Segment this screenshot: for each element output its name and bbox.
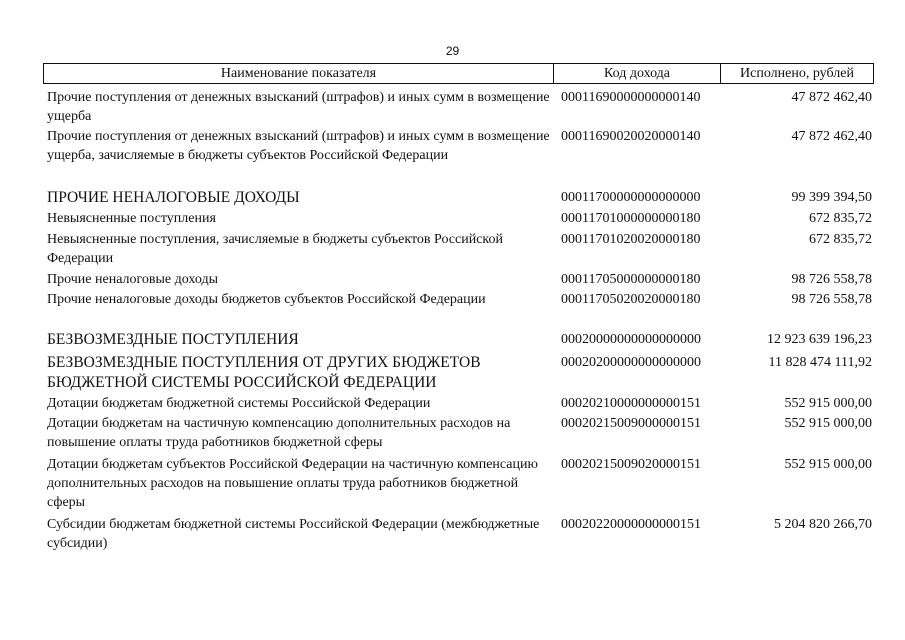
- row-name: Невыясненные поступления: [47, 211, 216, 226]
- row-code: 00020215009000000151: [561, 416, 701, 431]
- row-code: 00011690000000000140: [561, 90, 701, 105]
- row-code: 00011701020020000180: [561, 232, 701, 247]
- row-name: ПРОЧИЕ НЕНАЛОГОВЫЕ ДОХОДЫ: [47, 189, 300, 206]
- row-code: 00011705000000000180: [561, 272, 701, 287]
- row-amount: 552 915 000,00: [784, 457, 872, 472]
- row-amount: 47 872 462,40: [791, 90, 872, 105]
- row-name: Субсидии бюджетам бюджетной системы Российской Федерации (межбюджетные субсидии): [47, 517, 540, 551]
- row-amount: 11 828 474 111,92: [768, 355, 872, 370]
- row-name: Дотации бюджетам на частичную компенсацию дополнительных расходов на повышение оплаты труда работников бюджетной сферы: [47, 416, 511, 450]
- row-code: 00020000000000000000: [561, 332, 701, 347]
- row-code: 00020215009020000151: [561, 457, 701, 472]
- row-code: 00020200000000000000: [561, 355, 701, 370]
- row-name: Дотации бюджетам бюджетной системы Российской Федерации: [47, 396, 431, 411]
- page-number: 29: [445, 44, 460, 58]
- row-name: Прочие неналоговые доходы: [47, 272, 219, 287]
- row-amount: 98 726 558,78: [791, 292, 872, 307]
- row-amount: 552 915 000,00: [784, 416, 872, 431]
- row-name: БЕЗВОЗМЕЗДНЫЕ ПОСТУПЛЕНИЯ ОТ ДРУГИХ БЮДЖЕТОВ БЮДЖЕТНОЙ СИСТЕМЫ РОССИЙСКОЙ ФЕДЕРАЦИИ: [47, 354, 481, 391]
- row-name: Прочие неналоговые доходы бюджетов субъектов Российской Федерации: [47, 292, 486, 307]
- row-code: 00011705020020000180: [561, 292, 701, 307]
- row-name: Прочие поступления от денежных взысканий (штрафов) и иных сумм в возмещение ущерба, зачисляемые в бюджеты субъектов Российской Федерации: [47, 129, 550, 163]
- column-header-name: Наименование показателя: [44, 64, 554, 83]
- row-amount: 99 399 394,50: [791, 190, 872, 205]
- row-code: 00011690020020000140: [561, 129, 701, 144]
- column-header-code: Код дохода: [554, 64, 721, 83]
- row-name: БЕЗВОЗМЕЗДНЫЕ ПОСТУПЛЕНИЯ: [47, 331, 299, 348]
- row-amount: 98 726 558,78: [791, 272, 872, 287]
- row-name: Дотации бюджетам субъектов Российской Федерации на частичную компенсацию дополнительных расходов на повышение оплаты труда работников бюджетной сферы: [47, 457, 538, 510]
- row-name: Прочие поступления от денежных взысканий (штрафов) и иных сумм в возмещение ущерба: [47, 90, 550, 124]
- table-header: [43, 63, 874, 84]
- column-header-amount: Исполнено, рублей: [740, 65, 854, 81]
- row-amount: 47 872 462,40: [791, 129, 872, 144]
- row-code: 00011700000000000000: [561, 190, 701, 205]
- row-amount: 12 923 639 196,23: [767, 332, 872, 347]
- row-amount: 672 835,72: [809, 211, 872, 226]
- row-code: 00020210000000000151: [561, 396, 701, 411]
- row-amount: 672 835,72: [809, 232, 872, 247]
- row-code: 00011701000000000180: [561, 211, 701, 226]
- row-name: Невыясненные поступления, зачисляемые в бюджеты субъектов Российской Федерации: [47, 232, 504, 266]
- row-amount: 552 915 000,00: [784, 396, 872, 411]
- row-amount: 5 204 820 266,70: [774, 517, 872, 532]
- row-code: 00020220000000000151: [561, 517, 701, 532]
